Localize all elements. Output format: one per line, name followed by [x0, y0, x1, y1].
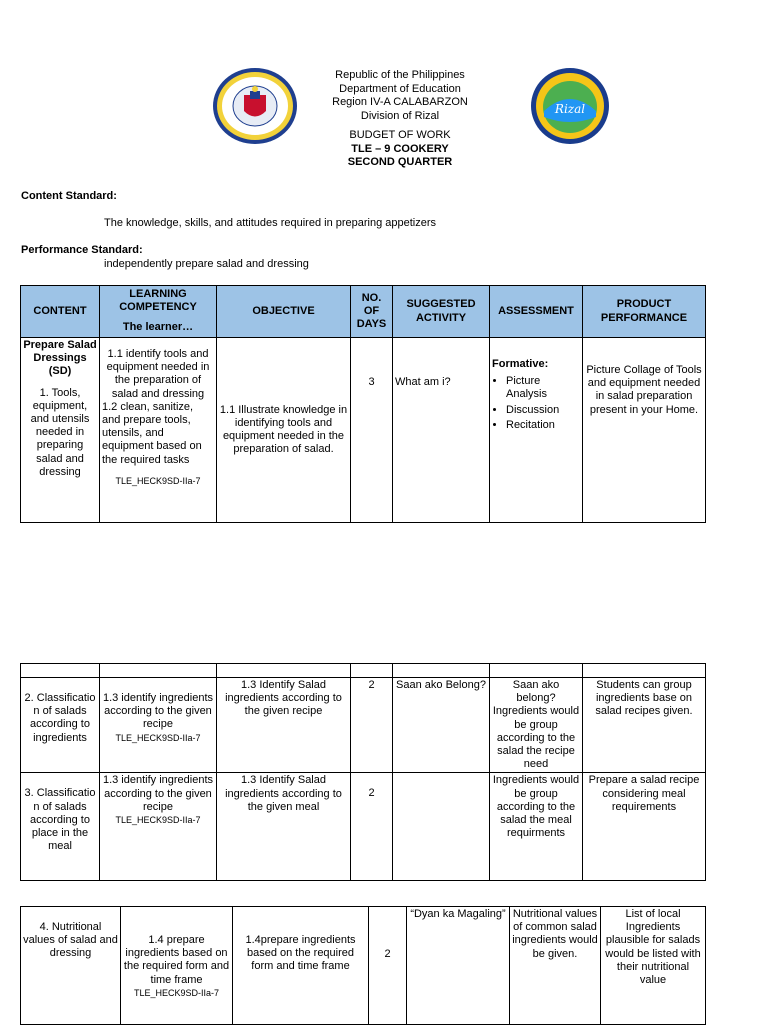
row2-activity: Saan ako Belong? — [393, 678, 490, 773]
row4-content: 4. Nutritional values of salad and dressing — [21, 907, 121, 1025]
header-republic: Republic of the Philippines — [335, 69, 465, 81]
budget-table-main — [20, 285, 706, 523]
row1-days: 3 — [351, 338, 393, 523]
row4-objective: 1.4prepare ingredients based on the required form and time frame — [233, 907, 369, 1025]
row3-objective: 1.3 Identify Salad ingredients according to the given meal — [217, 773, 351, 881]
header-activity: SUGGESTED ACTIVITY — [393, 286, 490, 338]
deped-seal-logo — [212, 67, 298, 145]
subject-title: TLE – 9 COOKERY — [351, 142, 449, 155]
performance-standard-label: Performance Standard: — [21, 244, 143, 256]
header-competency-label: LEARNING COMPETENCY — [119, 288, 197, 314]
row1-competency — [100, 338, 217, 523]
header-assessment: ASSESSMENT — [490, 286, 583, 338]
table-header-row — [21, 286, 706, 338]
header-objective: OBJECTIVE — [217, 286, 351, 338]
header-region: Region IV-A CALABARZON — [332, 96, 468, 108]
content-standard-text: The knowledge, skills, and attitudes required in preparing appetizers — [104, 217, 437, 229]
header-competency — [100, 286, 217, 338]
row2-objective: 1.3 Identify Salad ingredients according to the given recipe — [217, 678, 351, 773]
row1-product: Picture Collage of Tools and equipment needed in salad preparation present in your Home. — [583, 338, 706, 523]
performance-standard-text: independently prepare salad and dressing — [104, 258, 309, 270]
row3-code: TLE_HECK9SD-IIa-7 — [115, 815, 201, 826]
row1-competency-b: 1.2 clean, sanitize, and prepare tools, utensils, and equipment based on the required tasks — [102, 400, 202, 466]
row1-competency-a: 1.1 identify tools and equipment needed in the preparation of salad and dressing — [106, 348, 210, 400]
table-row — [21, 338, 706, 523]
row1-content-title: Prepare Salad Dressings (SD) — [23, 339, 97, 378]
row1-assessment-label: Formative: — [492, 358, 549, 370]
table-row — [21, 907, 706, 1025]
row3-days: 2 — [351, 773, 393, 881]
header-competency-sub: The learner… — [122, 320, 194, 333]
row4-competency — [121, 907, 233, 1025]
row3-content: 3. Classificatio n of salads according to place in the meal — [21, 773, 100, 881]
row2-code: TLE_HECK9SD-IIa-7 — [115, 732, 201, 743]
header-days: NO. OF DAYS — [351, 286, 393, 338]
header-division: Division of Rizal — [360, 109, 440, 122]
row1-content — [21, 338, 100, 523]
table-row-empty — [21, 664, 706, 678]
rizal-division-logo — [530, 67, 610, 145]
row2-days: 2 — [351, 678, 393, 773]
list-item: • Recitation — [506, 419, 580, 432]
row1-objective: 1.1 Illustrate knowledge in identifying tools and equipment needed in the preparation of salad. — [217, 338, 351, 523]
row4-code: TLE_HECK9SD-IIa-7 — [133, 987, 220, 998]
row4-days: 2 — [369, 907, 407, 1025]
row1-activity: What am i? — [393, 338, 490, 523]
content-standard-label: Content Standard: — [21, 190, 117, 202]
table-row — [21, 773, 706, 881]
row3-activity — [393, 773, 490, 881]
header-product: PRODUCT PERFORMANCE — [583, 286, 706, 338]
row4-assessment: Nutritional values of common salad ingredients would be given. — [510, 907, 601, 1025]
row2-product: Students can group ingredients base on salad recipes given. — [583, 678, 706, 773]
list-item: • Discussion — [506, 404, 580, 417]
header-department: Department of Education — [339, 82, 461, 95]
rizal-logo-text: Rizal — [554, 102, 586, 116]
row1-assessment-list — [492, 375, 580, 432]
row2-competency-text: 1.3 identify ingredients according to the given recipe — [102, 692, 214, 731]
row1-assessment — [490, 338, 583, 523]
row2-competency — [100, 678, 217, 773]
row3-competency-text: 1.3 identify ingredients according to the given recipe — [102, 774, 214, 813]
row3-assessment: Ingredients would be group according to the salad the meal requirments — [490, 773, 583, 881]
row2-assessment: Saan ako belong? Ingredients would be group according to the salad the recipe need — [490, 678, 583, 773]
table-row — [21, 678, 706, 773]
document-title: BUDGET OF WORK — [349, 129, 451, 141]
quarter-title: SECOND QUARTER — [347, 156, 453, 168]
list-item: • Picture Analysis — [506, 375, 580, 401]
budget-table-continued — [20, 663, 706, 881]
row2-content: 2. Classificatio n of salads according to ingredients — [21, 678, 100, 773]
row4-product: List of local Ingredients plausible for salads would be listed with their nutritional value — [601, 907, 706, 1025]
row4-competency-text: 1.4 prepare ingredients based on the required form and time frame — [123, 934, 230, 986]
row1-code: TLE_HECK9SD-IIa-7 — [115, 475, 201, 486]
row3-competency — [100, 773, 217, 881]
row1-content-body: 1. Tools, equipment, and utensils needed in preparing salad and dressing — [30, 386, 90, 478]
budget-table-nutrition — [20, 906, 706, 1025]
row3-product: Prepare a salad recipe considering meal requirements — [583, 773, 706, 881]
document-header — [300, 69, 500, 170]
header-content: CONTENT — [21, 286, 100, 338]
row4-activity: “Dyan ka Magaling” — [407, 907, 510, 1025]
